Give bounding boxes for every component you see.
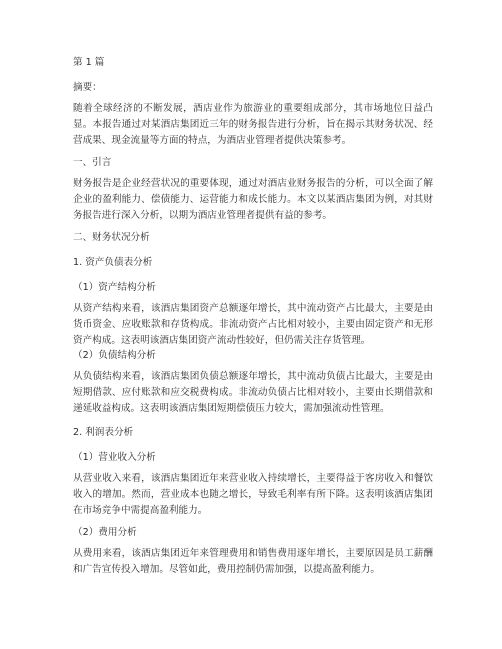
intro-paragraph: 财务报告是企业经营状况的重要体现，通过对酒店业财务报告的分析，可以全面了解企业的盈利能力、偿债能力、运营能力和成长能力。本文以某酒店集团为例，对其财务报告进行深入分析，以期为酒店业管理者提供有益的参考。 [73, 178, 433, 221]
income-statement-heading: 2. 利润表分析 [73, 427, 134, 438]
section-intro-heading: 一、引言 [73, 157, 112, 168]
expense-analysis-heading: （2）费用分析 [73, 527, 137, 538]
asset-structure-paragraph: 从资产结构来看，该酒店集团资产总额逐年增长，其中流动资产占比最大，主要是由货币资金、应收账款和存货构成。非流动资产占比相对较小，主要由固定资产和无形资产构成。这表明该酒店集团资产流动性较好，但仍需关注存货管理。 [73, 303, 433, 346]
revenue-analysis-heading: （1）营业收入分析 [73, 452, 156, 463]
balance-sheet-heading: 1. 资产负债表分析 [73, 257, 153, 268]
section-financial-heading: 二、财务状况分析 [73, 232, 150, 243]
abstract-label: 摘要： [73, 82, 102, 93]
abstract-paragraph: 随着全球经济的不断发展，酒店业作为旅游业的重要组成部分，其市场地位日益凸显。本报告通过对某酒店集团近三年的财务报告进行分析，旨在揭示其财务状况、经营成果、现金流量等方面的特点，为酒店业管理者提供决策参考。 [73, 103, 433, 146]
liability-structure-paragraph: 从负债结构来看，该酒店集团负债总额逐年增长，其中流动负债占比最大，主要是由短期借款、应付账款和应交税费构成。非流动负债占比相对较小，主要由长期借款和递延收益构成。这表明该酒店集团短期偿债压力较大，需加强流动性管理。 [73, 371, 433, 414]
expense-analysis-paragraph: 从费用来看，该酒店集团近年来管理费用和销售费用逐年增长，主要原因是员工薪酬和广告宣传投入增加。尽管如此，费用控制仍需加强，以提高盈利能力。 [73, 548, 433, 575]
liability-structure-heading: （2）负债结构分析 [73, 350, 156, 361]
asset-structure-heading: （1）资产结构分析 [73, 282, 156, 293]
revenue-analysis-paragraph: 从营业收入来看，该酒店集团近年来营业收入持续增长，主要得益于客房收入和餐饮收入的增加。然而，营业成本也随之增长，导致毛利率有所下降。这表明该酒店集团在市场竞争中需提高盈利能力。 [73, 473, 433, 516]
chapter-heading: 第 1 篇 [73, 57, 105, 68]
